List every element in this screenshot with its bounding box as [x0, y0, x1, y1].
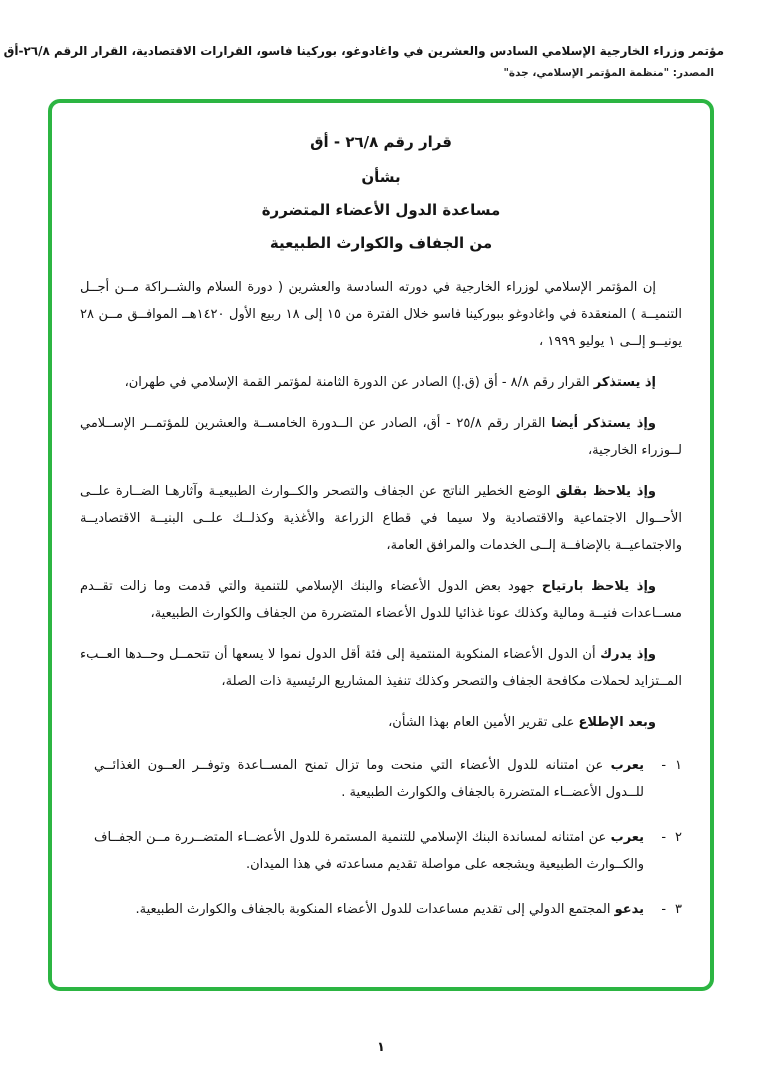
resolution-body [80, 274, 682, 736]
preamble-paragraph [80, 709, 682, 736]
paragraph-text: جهود بعض الدول الأعضاء والبنك الإسلامي للتنمية والتي قدمت وما زالت تقــدم مســاعدات فنيــة ومالية وكذلك عونا غذائيا للدول الأعضاء المتضررة من الجفاف والكوارث الطبيعية، [80, 579, 682, 621]
item-body: المجتمع الدولي إلى تقديم مساعدات للدول الأعضاء المنكوبة بالجفاف والكوارث الطبيعية. [135, 902, 615, 917]
resolution-box [48, 99, 714, 991]
preamble-paragraph [80, 641, 682, 695]
list-item [94, 752, 682, 806]
item-text [94, 896, 644, 923]
paragraph-lead: وإذ يدرك [600, 647, 656, 662]
paragraph-text: القرار رقم ٨/٨ - أق (ق.إ) الصادر عن الدورة الثامنة لمؤتمر القمة الإسلامي في طهران، [124, 375, 594, 390]
page-number: ١ [377, 1040, 385, 1055]
paragraph-lead: وإذ يلاحظ بارتياح [541, 579, 656, 594]
preamble-paragraph [80, 369, 682, 396]
paragraph-lead: وإذ يستذكر أيضا [551, 416, 656, 431]
list-item [94, 896, 682, 923]
preamble-paragraph [80, 274, 682, 355]
item-number-value: ٢ [675, 830, 682, 845]
preamble-paragraph [80, 478, 682, 559]
paragraph-lead: وبعد الإطلاع [578, 715, 656, 730]
item-number [644, 824, 682, 878]
item-lead: يدعو [614, 902, 644, 917]
header-source: المصدر: "منظمة المؤتمر الإسلامي، جدة" [503, 67, 714, 79]
item-number-value: ١ [675, 758, 682, 773]
item-number-value: ٣ [675, 902, 682, 917]
paragraph-text: أن الدول الأعضاء المنكوبة المنتمية إلى فئة أقل الدول نموا لا يسعها أن تتحمــل وحــدها العــبء المــتزايد لحملات مكافحة الجفاف والتصحر وكذلك تنفيذ المشاريع الرئيسية ذات الصلة، [80, 647, 682, 689]
list-item [94, 824, 682, 878]
item-number [644, 752, 682, 806]
paragraph-text: إن المؤتمر الإسلامي لوزراء الخارجية في دورته السادسة والعشرين ( دورة السلام والشــراكة مــن أجــل التنميــة ) المنعقدة في واغادوغو ببوركينا فاسو خلال الفترة من ١٥ إلى ١٨ ربيع الأول ١٤٢٠هــ الموافــق مــن ٢٨ يونيــو إلــى ١ يوليو ١٩٩٩ ، [80, 280, 682, 349]
item-lead: يعرب [610, 830, 644, 845]
paragraph-lead: إذ يستذكر [593, 375, 656, 390]
item-text [94, 752, 644, 806]
item-number-dash: - [661, 830, 667, 845]
resolution-subject-line2: من الجفاف والكوارث الطبيعية [269, 234, 493, 252]
resolution-number: قرار رقم ٢٦/٨ - أق [310, 133, 452, 151]
resolution-title-block [80, 133, 682, 252]
paragraph-text: القرار رقم ٢٥/٨ - أق، الصادر عن الــدورة الخامســة والعشرين للمؤتمــر الإســلامي لــوزراء الخارجية، [80, 416, 682, 458]
resolution-subject-line1: مساعدة الدول الأعضاء المتضررة [261, 201, 501, 219]
preamble-paragraph [80, 410, 682, 464]
resolution-items [80, 752, 682, 923]
item-lead: يعرب [610, 758, 644, 773]
item-body: عن امتنانه لمساندة البنك الإسلامي للتنمية المستمرة للدول الأعضــاء المتضــررة مــن الجفــاف والكــوارث الطبيعية ويشجعه على مواصلة تقديم مساعدته في هذا الميدان. [94, 830, 644, 872]
item-number [644, 896, 682, 923]
paragraph-text: على تقرير الأمين العام بهذا الشأن، [388, 715, 579, 730]
paragraph-text: الوضع الخطير الناتج عن الجفاف والتصحر والكــوارث الطبيعيـة وآثارهـا الضــارة علــى الأحــوال الاجتماعية والاقتصادية ولا سيما في قطاع الزراعة والأغذية وكذلــك علــى البنيــة الاقتصاديــة والاجتماعيــة بالإضافــة إلــى الخدمات والمرافق العامة، [80, 484, 682, 553]
item-body: عن امتنانه للدول الأعضاء التي منحت وما تزال تمنح المســاعدة وتوفــر العــون الغذائــي للــدول الأعضــاء المتضررة بالجفاف والكوارث الطبيعية . [94, 758, 644, 800]
paragraph-lead: وإذ يلاحظ بقلق [555, 484, 656, 499]
item-text [94, 824, 644, 878]
document-header [0, 0, 762, 79]
item-number-dash: - [661, 902, 667, 917]
header-title: مؤتمر وزراء الخارجية الإسلامي السادس والعشرين في واغادوغو، بوركينا فاسو، القرارات الاقتصادية، القرار الرقم ٢٦/٨-أق [3, 44, 724, 58]
item-number-dash: - [661, 758, 667, 773]
preamble-paragraph [80, 573, 682, 627]
resolution-subject-label: بشأن [361, 168, 401, 186]
